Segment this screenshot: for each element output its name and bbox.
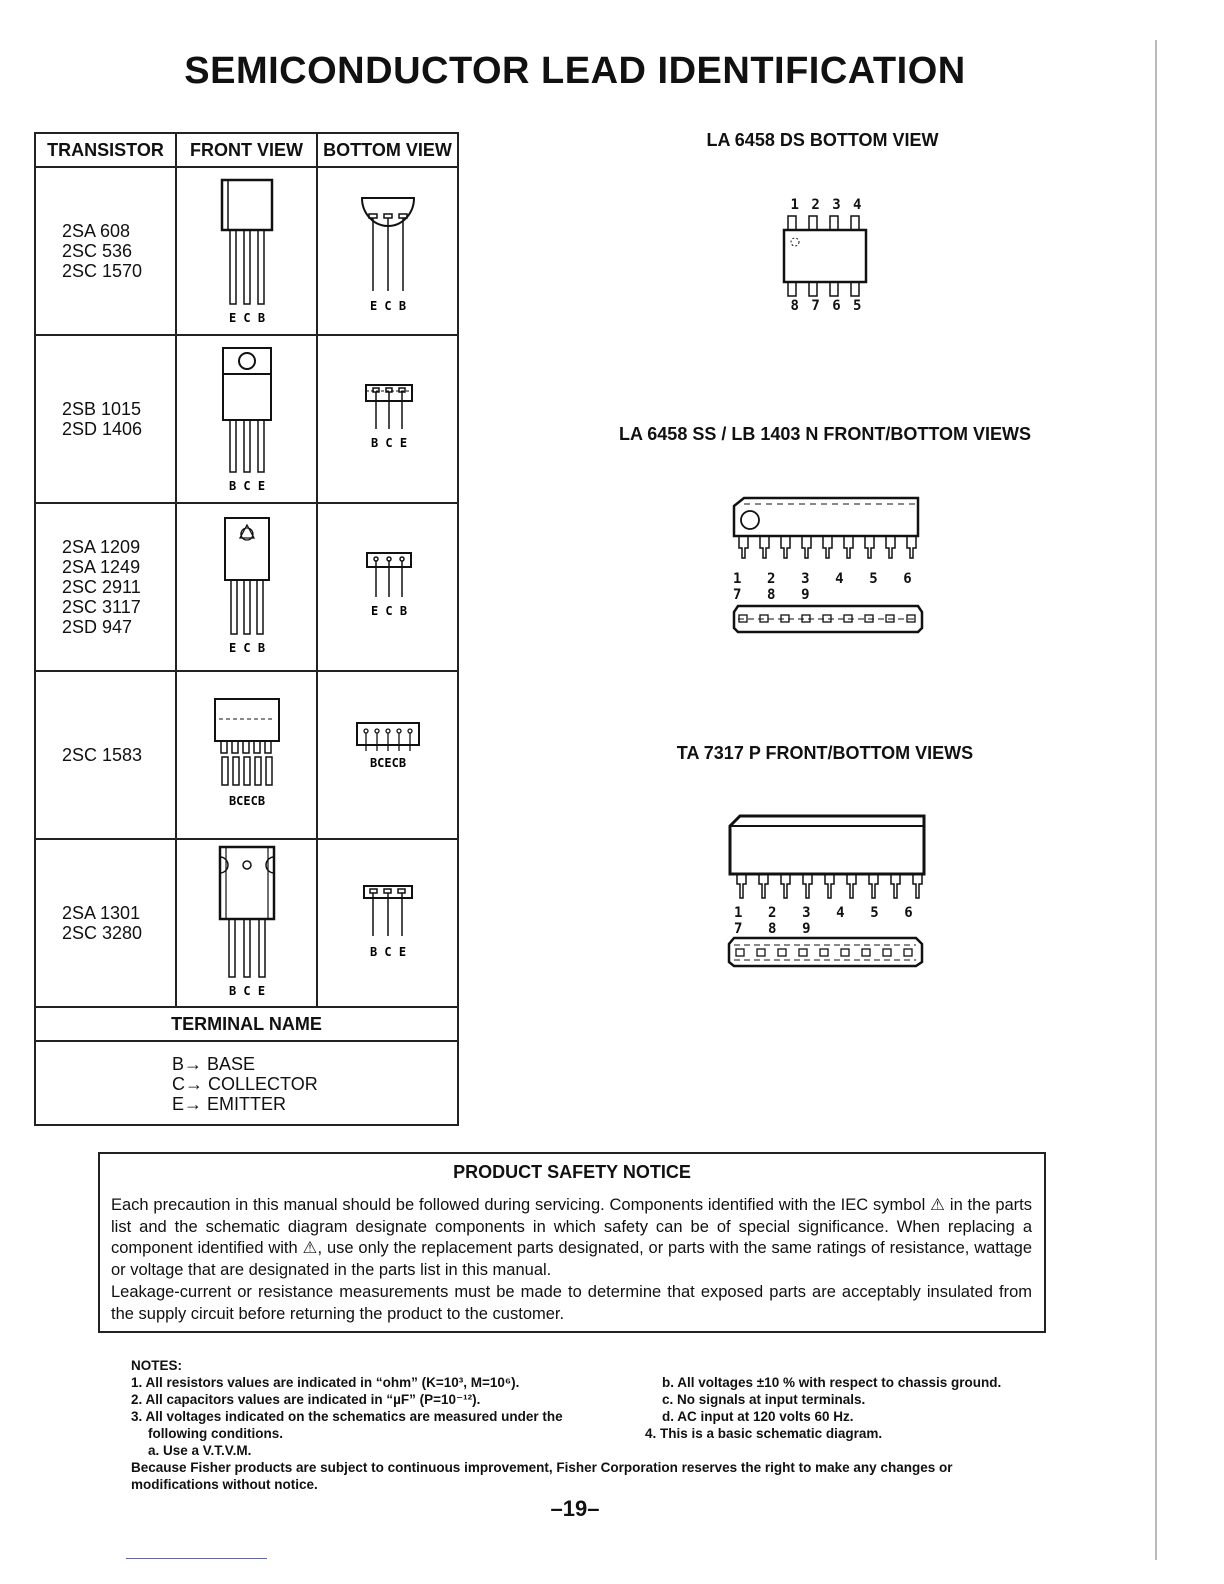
bottom-view-cell: [317, 503, 458, 671]
transistor-name: 2SB 1015: [62, 399, 142, 419]
transistor-name: 2SC 1570: [62, 261, 143, 281]
to126-bottom-view-icon: [353, 547, 423, 627]
table-row: [35, 503, 458, 671]
notice-title: PRODUCT SAFETY NOTICE: [453, 1162, 691, 1182]
transistor-name: 2SC 536: [62, 241, 133, 261]
to92-bottom-view-icon: [348, 186, 428, 316]
transistor-name: 2SA 1209: [62, 537, 141, 557]
transistor-name: 2SD 1406: [62, 419, 143, 439]
note-item: 2. All capacitors values are indicated in “µF” (P=10⁻¹²).: [131, 1392, 481, 1407]
transistor-name: 2SD 947: [62, 617, 133, 637]
bottom-lead-label: B C E: [369, 945, 406, 959]
front-view-cell: [176, 335, 317, 503]
transistor-names: [35, 335, 176, 503]
page-number: –19–: [550, 1496, 600, 1521]
to220-bottom-view-icon: [353, 379, 423, 459]
bottom-lead-label: B C E: [370, 436, 407, 450]
page-title: SEMICONDUCTOR LEAD IDENTIFICATION: [184, 50, 966, 92]
five-lead-front-view-icon: [207, 695, 287, 815]
ta7317p-bottom-view-icon: [726, 934, 926, 970]
note-item: b. All voltages ±10 % with respect to chassis ground.: [662, 1375, 1002, 1390]
header-transistor: TRANSISTOR: [35, 133, 176, 167]
table-row: [35, 167, 458, 335]
to3p-front-view-icon: [212, 843, 282, 1003]
to92-front-view-icon: [212, 176, 282, 326]
terminal-name-header: TERMINAL NAME: [35, 1007, 458, 1041]
transistor-name: 2SA 1249: [62, 557, 141, 577]
la6458ds-package-icon: [776, 212, 876, 302]
table-row: [35, 671, 458, 839]
note-item: a. Use a V.T.V.M.: [148, 1443, 252, 1458]
note-item: following conditions.: [148, 1426, 283, 1441]
terminal-header-row: [35, 1007, 458, 1041]
transistor-name: 2SC 3117: [62, 597, 141, 617]
bottom-lead-label: E C B: [369, 299, 406, 313]
to126-front-view-icon: [212, 512, 282, 662]
la6458ss-pin-numbers: 1 2 3 4 5 6 7 8 9: [733, 571, 921, 603]
note-item: 1. All resistors values are indicated in “ohm” (K=10³, M=10⁶).: [131, 1375, 520, 1390]
disclaimer: Because Fisher products are subject to continuous improvement, Fisher Corporation reserves the right to make any changes or modifications without notice.: [131, 1460, 953, 1492]
ta7317p-front-view-icon: [724, 812, 929, 907]
sip9-front-view-icon: [730, 494, 925, 574]
to3p-bottom-view-icon: [353, 878, 423, 968]
notice-body: [111, 1195, 1032, 1325]
ta7317p-title: TA 7317 P FRONT/BOTTOM VIEWS: [676, 743, 974, 763]
la6458ds-bottom-pins: 8 7 6 5: [790, 298, 864, 314]
ta7317p-pin-numbers: 1 2 3 4 5 6 7 8 9: [734, 905, 922, 937]
terminal-base: B→ BASE: [172, 1054, 256, 1074]
transistor-names: [35, 671, 176, 839]
front-lead-label: B C E: [228, 984, 265, 998]
bottom-view-cell: [317, 335, 458, 503]
terminal-list: [35, 1041, 458, 1125]
terminal-row: [35, 1041, 458, 1125]
table-row: [35, 839, 458, 1007]
five-lead-bottom-view-icon: [348, 715, 428, 795]
transistor-name: 2SC 3280: [62, 923, 143, 943]
note-item: 4. This is a basic schematic diagram.: [645, 1426, 883, 1441]
transistor-names: [35, 167, 176, 335]
header-front-view: FRONT VIEW: [176, 133, 317, 167]
bottom-lead-label: E C B: [370, 604, 407, 618]
terminal-collector: C→ COLLECTOR: [172, 1074, 318, 1094]
notice-paragraph: Leakage-current or resistance measurements must be made to determine that exposed parts are acceptably insulated from the supply circuit before returning the product to the customer.: [111, 1282, 1032, 1323]
front-view-cell: [176, 167, 317, 335]
note-item: 3. All voltages indicated on the schematics are measured under the: [131, 1409, 563, 1424]
bottom-view-cell: [317, 167, 458, 335]
margin-line: [1155, 40, 1157, 1560]
note-item: c. No signals at input terminals.: [662, 1392, 866, 1407]
front-view-cell: [176, 671, 317, 839]
front-lead-label: BCECB: [228, 794, 265, 808]
front-view-cell: [176, 503, 317, 671]
table-header-row: [35, 133, 458, 167]
bottom-view-cell: [317, 671, 458, 839]
transistor-name: 2SC 2911: [62, 577, 141, 597]
bottom-rule: [126, 1558, 267, 1559]
front-lead-label: E C B: [228, 641, 265, 655]
la6458ds-title: LA 6458 DS BOTTOM VIEW: [706, 130, 939, 150]
sip9-bottom-view-icon: [732, 602, 927, 636]
transistor-names: [35, 503, 176, 671]
transistor-name: 2SC 1583: [62, 745, 143, 765]
table-row: [35, 335, 458, 503]
notice-paragraph: Each precaution in this manual should be followed during servicing. Components identified with the IEC symbol ⚠ in the parts list and the schematic diagram designate components in which safety can be of special significance. When replacing a component identified with ⚠, use only the replacement parts designated, or parts with the same ratings of resistance, wattage or voltage that are designated in the parts list in this manual.: [111, 1196, 1032, 1280]
transistor-names: [35, 839, 176, 1007]
bottom-view-cell: [317, 839, 458, 1007]
front-view-cell: [176, 839, 317, 1007]
terminal-emitter: E→ EMITTER: [172, 1094, 287, 1114]
bottom-lead-label: BCECB: [369, 756, 406, 770]
transistor-name: 2SA 608: [62, 221, 131, 241]
note-item: d. AC input at 120 volts 60 Hz.: [662, 1409, 854, 1424]
product-safety-notice: [98, 1152, 1046, 1333]
la6458ds-top-pins: 1 2 3 4: [790, 197, 864, 213]
to220-front-view-icon: [212, 344, 282, 494]
front-lead-label: B C E: [228, 479, 265, 493]
notes-heading: NOTES:: [131, 1358, 183, 1373]
header-bottom-view: BOTTOM VIEW: [317, 133, 458, 167]
front-lead-label: E C B: [228, 311, 265, 325]
transistor-table: [34, 132, 459, 1126]
la6458ss-title: LA 6458 SS / LB 1403 N FRONT/BOTTOM VIEWS: [618, 424, 1032, 444]
transistor-name: 2SA 1301: [62, 903, 141, 923]
